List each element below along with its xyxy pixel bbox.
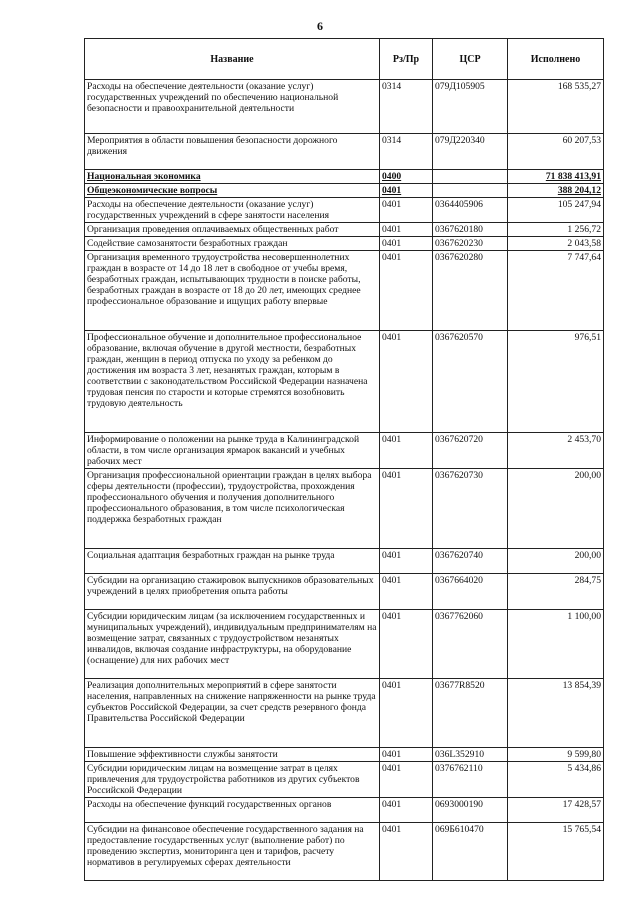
row-name: Субсидии юридическим лицам (за исключением государственных и муниципальных учреждений), индивидуальным предпринимателям на возмещение затрат, связанных с трудоустройством незанятых инвалидов, включая создание инфраструктуры, на оборудование (оснащение) для них рабочих мест <box>85 610 380 679</box>
row-csr <box>433 184 508 198</box>
table-row <box>85 574 604 610</box>
row-csr: 0367620180 <box>433 223 508 237</box>
table-row <box>85 134 604 170</box>
row-value: 1 256,72 <box>508 223 604 237</box>
table-header-row <box>85 39 604 80</box>
table-row <box>85 762 604 798</box>
table-row <box>85 823 604 881</box>
row-name: Организация временного трудоустройства несовершеннолетних граждан в возрасте от 14 до 18 лет в свободное от учебы время, безработных граждан, испытывающих трудности в поиске работы, безработных граждан в возрасте от 18 до 20 лет, имеющих среднее профессиональное образование и ищущих работу впервые <box>85 251 380 331</box>
table-row <box>85 679 604 748</box>
row-value: 2 043,58 <box>508 237 604 251</box>
header-value: Исполнено <box>508 39 604 80</box>
row-name: Повышение эффективности службы занятости <box>85 748 380 762</box>
row-name: Субсидии на организацию стажировок выпускников образовательных учреждений в целях приобретения опыта работы <box>85 574 380 610</box>
row-value: 5 434,86 <box>508 762 604 798</box>
row-rz-pr: 0401 <box>380 549 433 574</box>
row-value: 9 599,80 <box>508 748 604 762</box>
row-value: 2 453,70 <box>508 433 604 469</box>
row-value: 13 854,39 <box>508 679 604 748</box>
row-name: Мероприятия в области повышения безопасности дорожного движения <box>85 134 380 170</box>
row-rz-pr: 0401 <box>380 433 433 469</box>
row-value: 1 100,00 <box>508 610 604 679</box>
table-row <box>85 549 604 574</box>
row-value: 7 747,64 <box>508 251 604 331</box>
table-row <box>85 251 604 331</box>
row-csr: 0367620740 <box>433 549 508 574</box>
row-csr <box>433 170 508 184</box>
table-row <box>85 223 604 237</box>
row-csr: 069Б610470 <box>433 823 508 881</box>
row-rz-pr: 0314 <box>380 134 433 170</box>
row-name: Национальная экономика <box>85 170 380 184</box>
row-rz-pr: 0401 <box>380 237 433 251</box>
row-value: 200,00 <box>508 469 604 549</box>
row-csr: 03677R8520 <box>433 679 508 748</box>
row-rz-pr: 0401 <box>380 331 433 433</box>
table-row <box>85 237 604 251</box>
row-name: Организация профессиональной ориентации граждан в целях выбора сферы деятельности (профессии), трудоустройства, прохождения профессионального обучения и получения дополнительного профессионального образования, в том числе психологическая поддержка безработных граждан <box>85 469 380 549</box>
row-name: Содействие самозанятости безработных граждан <box>85 237 380 251</box>
row-csr: 0367762060 <box>433 610 508 679</box>
row-name: Общеэкономические вопросы <box>85 184 380 198</box>
row-name: Расходы на обеспечение деятельности (оказание услуг) государственных учреждений в сфере занятости населения <box>85 198 380 223</box>
row-name: Расходы на обеспечение функций государственных органов <box>85 798 380 823</box>
row-csr: 0367664020 <box>433 574 508 610</box>
row-name: Профессиональное обучение и дополнительное профессиональное образование, включая обучение в другой местности, безработных граждан, женщин в период отпуска по уходу за ребенком до достижения им возраста 3 лет, незанятых граждан, которым в соответствии с законодательством Российской Федерации назначена трудовая пенсия по старости и которые стремятся возобновить трудовую деятельность <box>85 331 380 433</box>
row-csr: 0367620280 <box>433 251 508 331</box>
budget-table <box>84 38 604 881</box>
table-row <box>85 748 604 762</box>
row-name: Субсидии юридическим лицам на возмещение затрат в целях привлечения для трудоустройства работников из других субъектов Российской Федерации <box>85 762 380 798</box>
row-rz-pr: 0401 <box>380 251 433 331</box>
row-rz-pr: 0401 <box>380 198 433 223</box>
table-row <box>85 798 604 823</box>
row-name: Информирование о положении на рынке труда в Калининградской области, в том числе организация ярмарок вакансий и учебных рабочих мест <box>85 433 380 469</box>
table-row <box>85 184 604 198</box>
row-rz-pr: 0400 <box>380 170 433 184</box>
row-csr: 0376762110 <box>433 762 508 798</box>
row-value: 60 207,53 <box>508 134 604 170</box>
header-name: Название <box>85 39 380 80</box>
table-row <box>85 469 604 549</box>
row-rz-pr: 0314 <box>380 80 433 134</box>
row-rz-pr: 0401 <box>380 762 433 798</box>
header-rz: Рз/Пр <box>380 39 433 80</box>
row-value: 388 204,12 <box>508 184 604 198</box>
row-rz-pr: 0401 <box>380 574 433 610</box>
row-csr: 0367620720 <box>433 433 508 469</box>
row-csr: 0367620570 <box>433 331 508 433</box>
row-rz-pr: 0401 <box>380 679 433 748</box>
row-csr: 0364405906 <box>433 198 508 223</box>
row-value: 15 765,54 <box>508 823 604 881</box>
row-name: Расходы на обеспечение деятельности (оказание услуг) государственных учреждений по обеспечению национальной безопасности и правоохранительной деятельности <box>85 80 380 134</box>
row-name: Реализация дополнительных мероприятий в сфере занятости населения, направленных на снижение напряженности на рынке труда субъектов Российской Федерации, за счет средств резервного фонда Правительства Российской Федерации <box>85 679 380 748</box>
row-rz-pr: 0401 <box>380 610 433 679</box>
row-rz-pr: 0401 <box>380 469 433 549</box>
row-value: 284,75 <box>508 574 604 610</box>
table-row <box>85 170 604 184</box>
row-value: 71 838 413,91 <box>508 170 604 184</box>
table-row <box>85 331 604 433</box>
table-row <box>85 433 604 469</box>
row-value: 168 535,27 <box>508 80 604 134</box>
page-number: 6 <box>317 19 323 33</box>
table-row <box>85 80 604 134</box>
row-csr: 0367620230 <box>433 237 508 251</box>
row-rz-pr: 0401 <box>380 823 433 881</box>
row-rz-pr: 0401 <box>380 223 433 237</box>
row-csr: 0693000190 <box>433 798 508 823</box>
row-csr: 079Д105905 <box>433 80 508 134</box>
header-csr: ЦСР <box>433 39 508 80</box>
table-row <box>85 198 604 223</box>
row-rz-pr: 0401 <box>380 184 433 198</box>
row-value: 105 247,94 <box>508 198 604 223</box>
row-value: 976,51 <box>508 331 604 433</box>
row-csr: 0367620730 <box>433 469 508 549</box>
row-name: Организация проведения оплачиваемых общественных работ <box>85 223 380 237</box>
row-rz-pr: 0401 <box>380 798 433 823</box>
row-csr: 036L352910 <box>433 748 508 762</box>
table-row <box>85 610 604 679</box>
row-name: Социальная адаптация безработных граждан на рынке труда <box>85 549 380 574</box>
row-rz-pr: 0401 <box>380 748 433 762</box>
row-value: 17 428,57 <box>508 798 604 823</box>
row-value: 200,00 <box>508 549 604 574</box>
row-name: Субсидии на финансовое обеспечение государственного задания на предоставление государственных услуг (выполнение работ) по проведению экспертиз, мониторинга цен и тарифов, расчету нормативов в регулируемых сферах деятельности <box>85 823 380 881</box>
row-csr: 079Д220340 <box>433 134 508 170</box>
